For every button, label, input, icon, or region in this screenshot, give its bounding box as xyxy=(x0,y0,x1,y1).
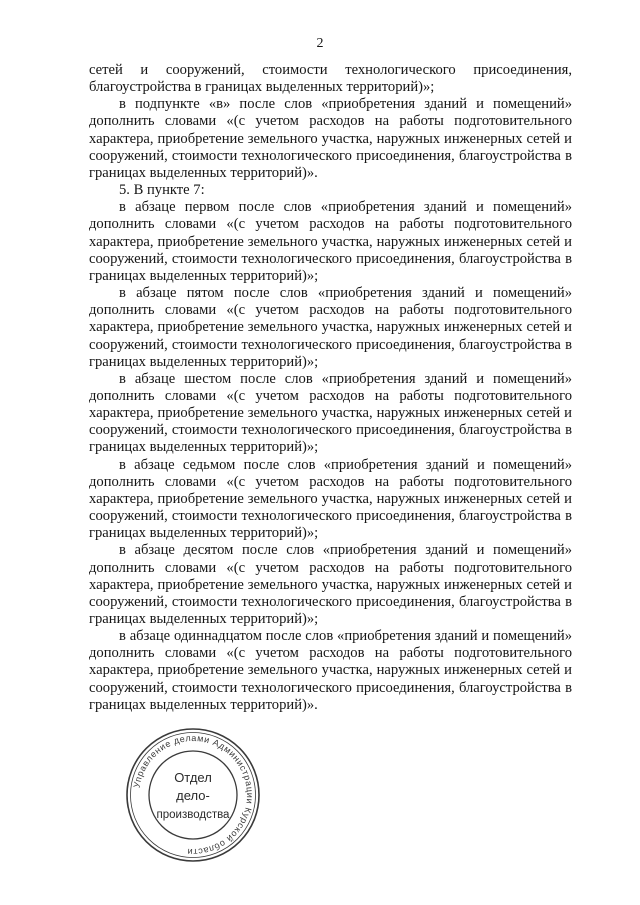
page-number: 2 xyxy=(316,36,324,51)
paragraph-abzac-6: в абзаце шестом после слов «приобретения зданий и помещений» дополнить словами «(с учетом расходов на работы подготовительного характера, приобретение земельного участка, наружных инженерных сетей и сооружений, стоимости технологического присоединения, благоустройства в границах выделенных территорий)»; xyxy=(89,370,572,456)
office-stamp xyxy=(122,724,264,866)
paragraph-continuation: сетей и сооружений, стоимости технологического присоединения, благоустройства в границах выделенных территорий)»; xyxy=(89,62,572,96)
paragraph-abzac-10: в абзаце десятом после слов «приобретения зданий и помещений» дополнить словами «(с учетом расходов на работы подготовительного характера, приобретение земельного участка, наружных инженерных сетей и сооружений, стоимости технологического присоединения, благоустройства в границах выделенных территорий)»; xyxy=(89,542,572,627)
paragraph-abzac-7: в абзаце седьмом после слов «приобретения зданий и помещений» дополнить словами «(с учетом расходов на работы подготовительного характера, приобретение земельного участка, наружных инженерных сетей и сооружений, стоимости технологического присоединения, благоустройства в границах выделенных территорий)»; xyxy=(89,456,572,542)
stamp-line-1: Отдел xyxy=(174,770,212,785)
paragraph-point-7-heading: 5. В пункте 7: xyxy=(119,182,205,199)
paragraph-abzac-11: в абзаце одиннадцатом после слов «приобретения зданий и помещений» дополнить словами «(с учетом расходов на работы подготовительного характера, приобретение земельного участка, наружных инженерных сетей и сооружений, стоимости технологического присоединения, благоустройства в границах выделенных территорий)». xyxy=(89,628,572,713)
paragraph-abzac-5: в абзаце пятом после слов «приобретения зданий и помещений» дополнить словами «(с учетом расходов на работы подготовительного характера, приобретение земельного участка, наружных инженерных сетей и сооружений, стоимости технологического присоединения, благоустройства в границах выделенных территорий)»; xyxy=(89,285,572,370)
stamp-line-3: производства xyxy=(156,809,230,821)
stamp-line-2: дело- xyxy=(176,788,210,803)
document-body xyxy=(89,62,572,714)
paragraph-subpoint-v: в подпункте «в» после слов «приобретения зданий и помещений» дополнить словами «(с учетом расходов на работы подготовительного характера, приобретение земельного участка, наружных инженерных сетей и сооружений, стоимости технологического присоединения, благоустройства в границах выделенных территорий)». xyxy=(89,96,572,181)
paragraph-abzac-1: в абзаце первом после слов «приобретения зданий и помещений» дополнить словами «(с учетом расходов на работы подготовительного характера, приобретение земельного участка, наружных инженерных сетей и сооружений, стоимости технологического присоединения, благоустройства в границах выделенных территорий)»; xyxy=(89,199,572,284)
stamp-ring-text: Управление делами Администрации Курской области xyxy=(131,732,256,858)
